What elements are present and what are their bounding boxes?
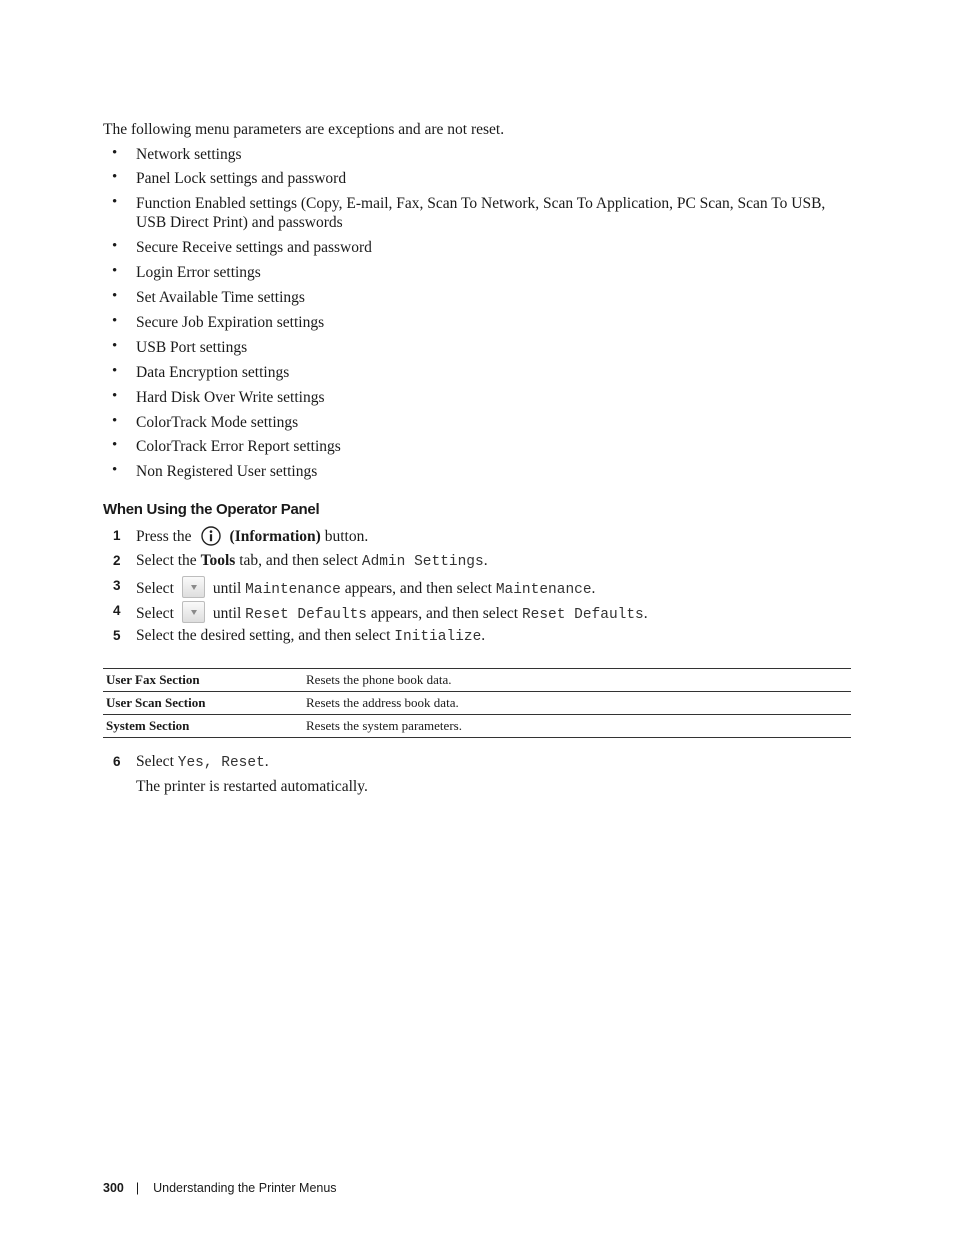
intro-text: The following menu parameters are exceptions and are not reset. [103,121,505,138]
table-row [103,669,851,692]
reset-sections-table [103,668,851,738]
section-name: User Fax Section [103,669,303,692]
step-number: 3 [113,578,121,593]
list-item: Panel Lock settings and password [136,170,347,187]
bullet: • [112,238,118,254]
section-name: User Scan Section [103,692,303,715]
list-item: Secure Job Expiration settings [136,314,325,331]
page-footer [103,1181,337,1195]
bullet: • [112,145,118,161]
bullet: • [112,413,118,429]
chapter-title: Understanding the Printer Menus [153,1181,337,1195]
bullet: • [112,313,118,329]
bullet: • [112,437,118,453]
list-item: ColorTrack Mode settings [136,414,299,431]
list-item: Data Encryption settings [136,364,290,381]
list-item: ColorTrack Error Report settings [136,438,341,455]
bullet: • [112,388,118,404]
list-item-continued: USB Direct Print) and passwords [136,214,343,231]
step-number: 5 [113,628,121,643]
table-row [103,715,851,738]
section-heading: When Using the Operator Panel [103,501,320,518]
step-4: Select until Reset Defaults appears, and then select Reset Defaults. [136,601,648,625]
scroll-down-button-icon [182,576,205,598]
step-5: Select the desired setting, and then select Initialize. [136,627,486,645]
page-number: 300 [103,1181,124,1195]
bullet: • [112,462,118,478]
bullet: • [112,194,118,210]
step-number: 2 [113,553,121,568]
section-description: Resets the system parameters. [303,715,851,738]
step-number: 6 [113,754,121,769]
bullet: • [112,263,118,279]
step-1: Press the (Information) button. [136,528,369,545]
list-item: Network settings [136,146,242,163]
information-icon [201,526,221,546]
list-item: USB Port settings [136,339,248,356]
list-item: Non Registered User settings [136,463,318,480]
restart-note: The printer is restarted automatically. [136,778,368,795]
scroll-down-button-icon [182,601,205,623]
step-number: 1 [113,528,121,543]
bullet: • [112,288,118,304]
list-item: Login Error settings [136,264,261,281]
list-item: Set Available Time settings [136,289,305,306]
bullet: • [112,363,118,379]
list-item: Secure Receive settings and password [136,239,372,256]
footer-separator: | [135,1181,140,1195]
step-number: 4 [113,603,121,618]
step-3: Select until Maintenance appears, and then select Maintenance. [136,576,595,600]
bullet: • [112,169,118,185]
section-description: Resets the phone book data. [303,669,851,692]
table-row [103,692,851,715]
bullet: • [112,338,118,354]
section-description: Resets the address book data. [303,692,851,715]
section-name: System Section [103,715,303,738]
step-2: Select the Tools tab, and then select Admin Settings. [136,552,488,570]
list-item: Function Enabled settings (Copy, E-mail, Fax, Scan To Network, Scan To Application, PC Scan, Scan To USB, [136,195,826,212]
step-6: Select Yes, Reset. [136,753,269,771]
list-item: Hard Disk Over Write settings [136,389,325,406]
